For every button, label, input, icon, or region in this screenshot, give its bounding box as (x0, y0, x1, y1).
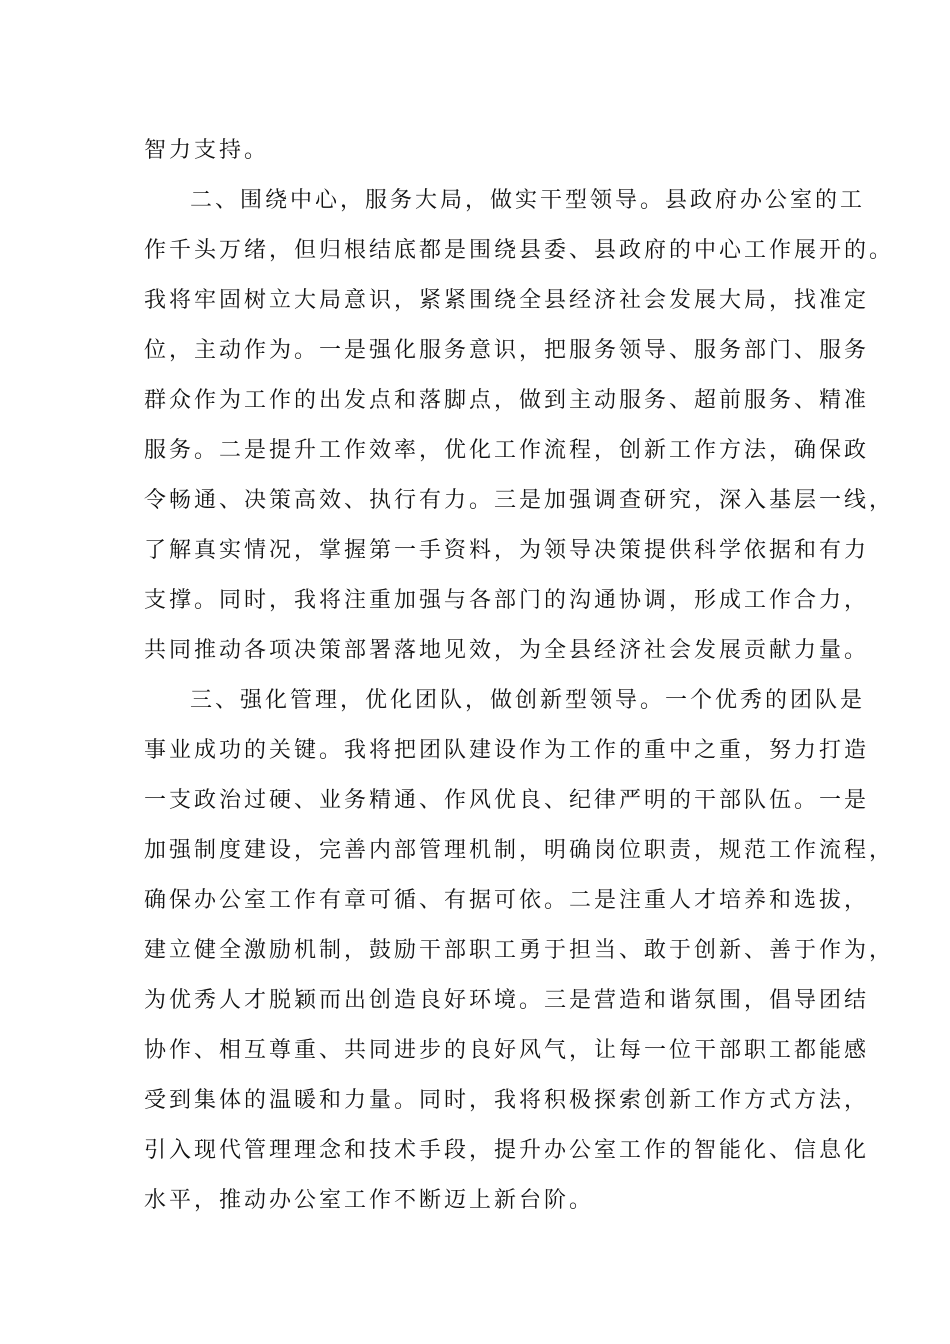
paragraph-section-three (144, 676, 895, 1226)
paragraph-section-two (144, 176, 895, 676)
document-body (144, 126, 895, 1226)
text-line: 水平，推动办公室工作不断迈上新台阶。 (144, 1188, 595, 1213)
text-line: 引入现代管理理念和技术手段，提升办公室工作的智能化、信息化 (144, 1138, 870, 1163)
text-line: 受到集体的温暖和力量。同时，我将积极探索创新工作方式方法， (144, 1088, 870, 1113)
paragraph-continuation (144, 126, 834, 176)
text-line: 加强制度建设，完善内部管理机制，明确岗位职责，规范工作流程， (144, 838, 895, 863)
text-line: 事业成功的关键。我将把团队建设作为工作的重中之重，努力打造 (144, 738, 870, 763)
text-line: 建立健全激励机制，鼓励干部职工勇于担当、敢于创新、善于作为， (144, 938, 895, 963)
text-line: 我将牢固树立大局意识，紧紧围绕全县经济社会发展大局，找准定 (144, 288, 870, 313)
text-line: 三、强化管理，优化团队，做创新型领导。一个优秀的团队是 (190, 688, 866, 713)
text-line: 支撑。同时，我将注重加强与各部门的沟通协调，形成工作合力， (144, 588, 870, 613)
text-line: 共同推动各项决策部署落地见效，为全县经济社会发展贡献力量。 (144, 638, 870, 663)
text-line: 一支政治过硬、业务精通、作风优良、纪律严明的干部队伍。一是 (144, 788, 870, 813)
text-line: 位，主动作为。一是强化服务意识，把服务领导、服务部门、服务 (144, 338, 870, 363)
text-line: 确保办公室工作有章可循、有据可依。二是注重人才培养和选拔， (144, 888, 870, 913)
text-line: 作千头万绪，但归根结底都是围绕县委、县政府的中心工作展开的。 (144, 238, 895, 263)
text-line: 二、围绕中心，服务大局，做实干型领导。县政府办公室的工 (190, 188, 866, 213)
text-line: 了解真实情况，掌握第一手资料，为领导决策提供科学依据和有力 (144, 538, 870, 563)
text-line: 群众作为工作的出发点和落脚点，做到主动服务、超前服务、精准 (144, 388, 870, 413)
text-line: 智力支持。 (144, 138, 270, 163)
text-line: 令畅通、决策高效、执行有力。三是加强调查研究，深入基层一线， (144, 488, 895, 513)
text-line: 为优秀人才脱颖而出创造良好环境。三是营造和谐氛围，倡导团结 (144, 988, 870, 1013)
text-line: 协作、相互尊重、共同进步的良好风气，让每一位干部职工都能感 (144, 1038, 870, 1063)
text-line: 服务。二是提升工作效率，优化工作流程，创新工作方法，确保政 (144, 438, 870, 463)
